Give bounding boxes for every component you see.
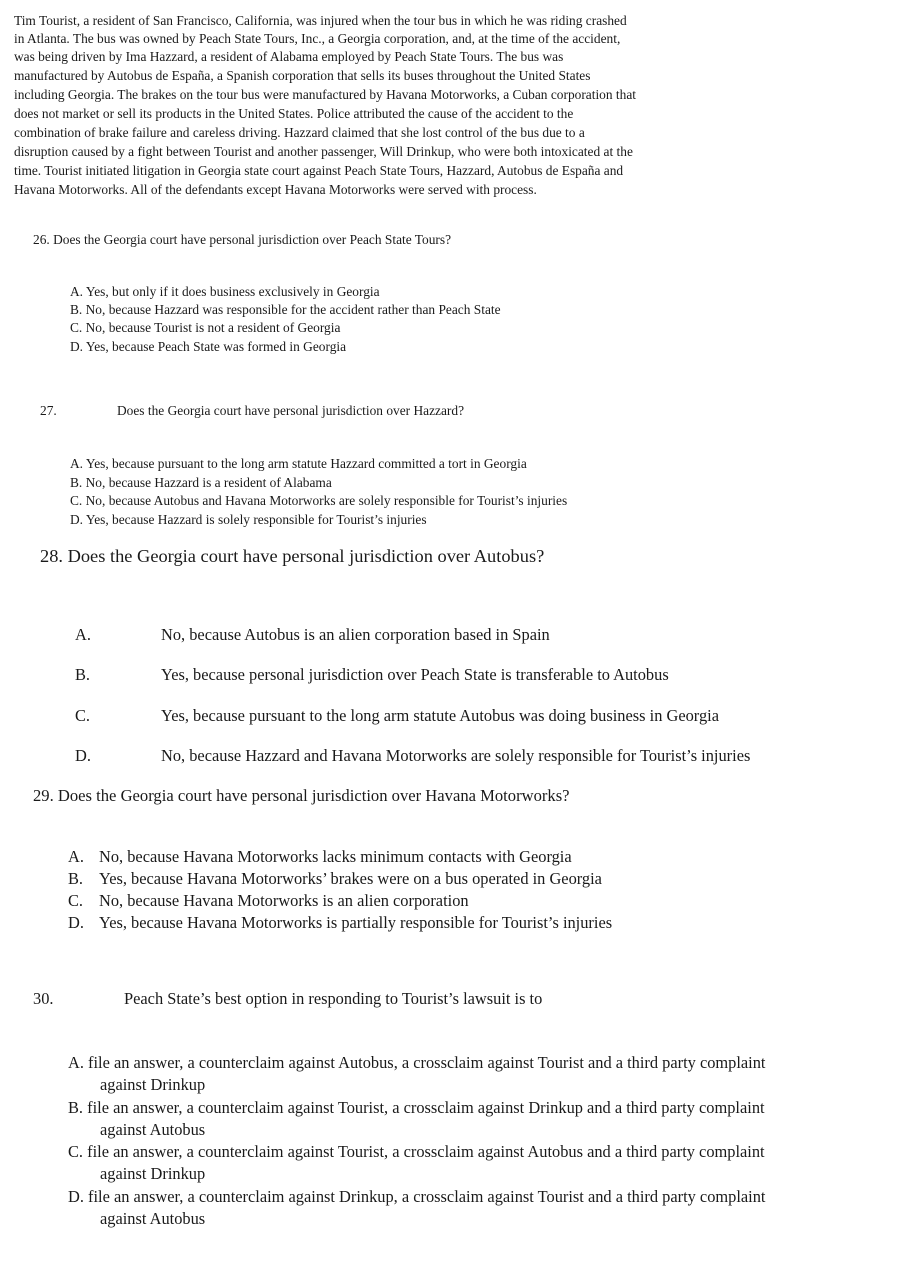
answer-option: C. No, because Autobus and Havana Motorworks are solely responsible for Tourist’s injuries (70, 493, 568, 508)
answer-option: B. file an answer, a counterclaim against Tourist, a crossclaim against Drinkup and a third party complaint (68, 1098, 765, 1117)
question-number: 27. (40, 403, 57, 418)
intro-line: manufactured by Autobus de España, a Spanish corporation that sells its buses throughout the United States (14, 68, 591, 83)
answer-option-letter: D. (75, 746, 91, 765)
answer-option-letter: A. (75, 625, 91, 644)
answer-option-letter: C. (75, 706, 91, 725)
answer-option-continuation: against Drinkup (100, 1075, 206, 1094)
answer-option: D. file an answer, a counterclaim against Drinkup, a crossclaim against Tourist and a third party complaint (68, 1187, 766, 1206)
answer-option-continuation: against Autobus (100, 1209, 206, 1228)
answer-option-continuation: against Autobus (100, 1120, 206, 1139)
answer-option-text: Yes, because Havana Motorworks is partially responsible for Tourist’s injuries (99, 913, 613, 932)
intro-line: disruption caused by a fight between Tourist and another passenger, Will Drinkup, who were both intoxicated at the (14, 144, 633, 159)
question-text: 26. Does the Georgia court have personal jurisdiction over Peach State Tours? (33, 232, 452, 247)
intro-line: in Atlanta. The bus was owned by Peach State Tours, Inc., a Georgia corporation, and, at the time of the accident, (14, 31, 621, 46)
answer-option: B. No, because Hazzard was responsible for the accident rather than Peach State (70, 302, 501, 317)
answer-option-text: No, because Havana Motorworks is an alien corporation (99, 891, 469, 910)
question-text: 29. Does the Georgia court have personal jurisdiction over Havana Motorworks? (33, 786, 570, 805)
answer-option-letter: B. (68, 869, 84, 888)
answer-option: B. No, because Hazzard is a resident of Alabama (70, 475, 332, 490)
question-number: 30. (33, 989, 54, 1008)
answer-option-letter: C. (68, 891, 84, 910)
answer-option-letter: B. (75, 665, 91, 684)
answer-option: A. Yes, but only if it does business exclusively in Georgia (70, 284, 380, 299)
answer-option: A. file an answer, a counterclaim against Autobus, a crossclaim against Tourist and a third party complaint (68, 1053, 766, 1072)
intro-line: Tim Tourist, a resident of San Francisco, California, was injured when the tour bus in which he was riding crashed (14, 13, 627, 28)
answer-option-text: No, because Hazzard and Havana Motorworks are solely responsible for Tourist’s injuries (161, 746, 751, 765)
answer-option-text: No, because Autobus is an alien corporation based in Spain (161, 625, 550, 644)
answer-option: D. Yes, because Hazzard is solely responsible for Tourist’s injuries (70, 512, 427, 527)
answer-option: A. Yes, because pursuant to the long arm statute Hazzard committed a tort in Georgia (70, 456, 527, 471)
intro-line: time. Tourist initiated litigation in Georgia state court against Peach State Tours, Hazzard, Autobus de España and (14, 163, 624, 178)
intro-line: combination of brake failure and careless driving. Hazzard claimed that she lost control of the bus due to a (14, 125, 585, 140)
intro-line: including Georgia. The brakes on the tour bus were manufactured by Havana Motorworks, a Cuban corporation that (14, 87, 636, 102)
question-text: 28. Does the Georgia court have personal jurisdiction over Autobus? (40, 546, 545, 566)
intro-line: does not market or sell its products in the United States. Police attributed the cause of the accident to the (14, 106, 574, 121)
intro-line: was being driven by Ima Hazzard, a resident of Alabama employed by Peach State Tours. The bus was (14, 49, 564, 64)
answer-option-letter: D. (68, 913, 84, 932)
question-text: Does the Georgia court have personal jurisdiction over Hazzard? (117, 403, 465, 418)
answer-option-letter: A. (68, 847, 84, 866)
answer-option: C. file an answer, a counterclaim against Tourist, a crossclaim against Autobus and a third party complaint (68, 1142, 765, 1161)
intro-line: Havana Motorworks. All of the defendants except Havana Motorworks were served with process. (14, 182, 537, 197)
answer-option: D. Yes, because Peach State was formed in Georgia (70, 339, 347, 354)
answer-option: C. No, because Tourist is not a resident of Georgia (70, 320, 341, 335)
answer-option-continuation: against Drinkup (100, 1164, 206, 1183)
answer-option-text: Yes, because Havana Motorworks’ brakes were on a bus operated in Georgia (99, 869, 602, 888)
answer-option-text: No, because Havana Motorworks lacks minimum contacts with Georgia (99, 847, 572, 866)
question-text: Peach State’s best option in responding to Tourist’s lawsuit is to (124, 989, 543, 1008)
answer-option-text: Yes, because personal jurisdiction over Peach State is transferable to Autobus (161, 665, 669, 684)
answer-option-text: Yes, because pursuant to the long arm statute Autobus was doing business in Georgia (161, 706, 719, 725)
